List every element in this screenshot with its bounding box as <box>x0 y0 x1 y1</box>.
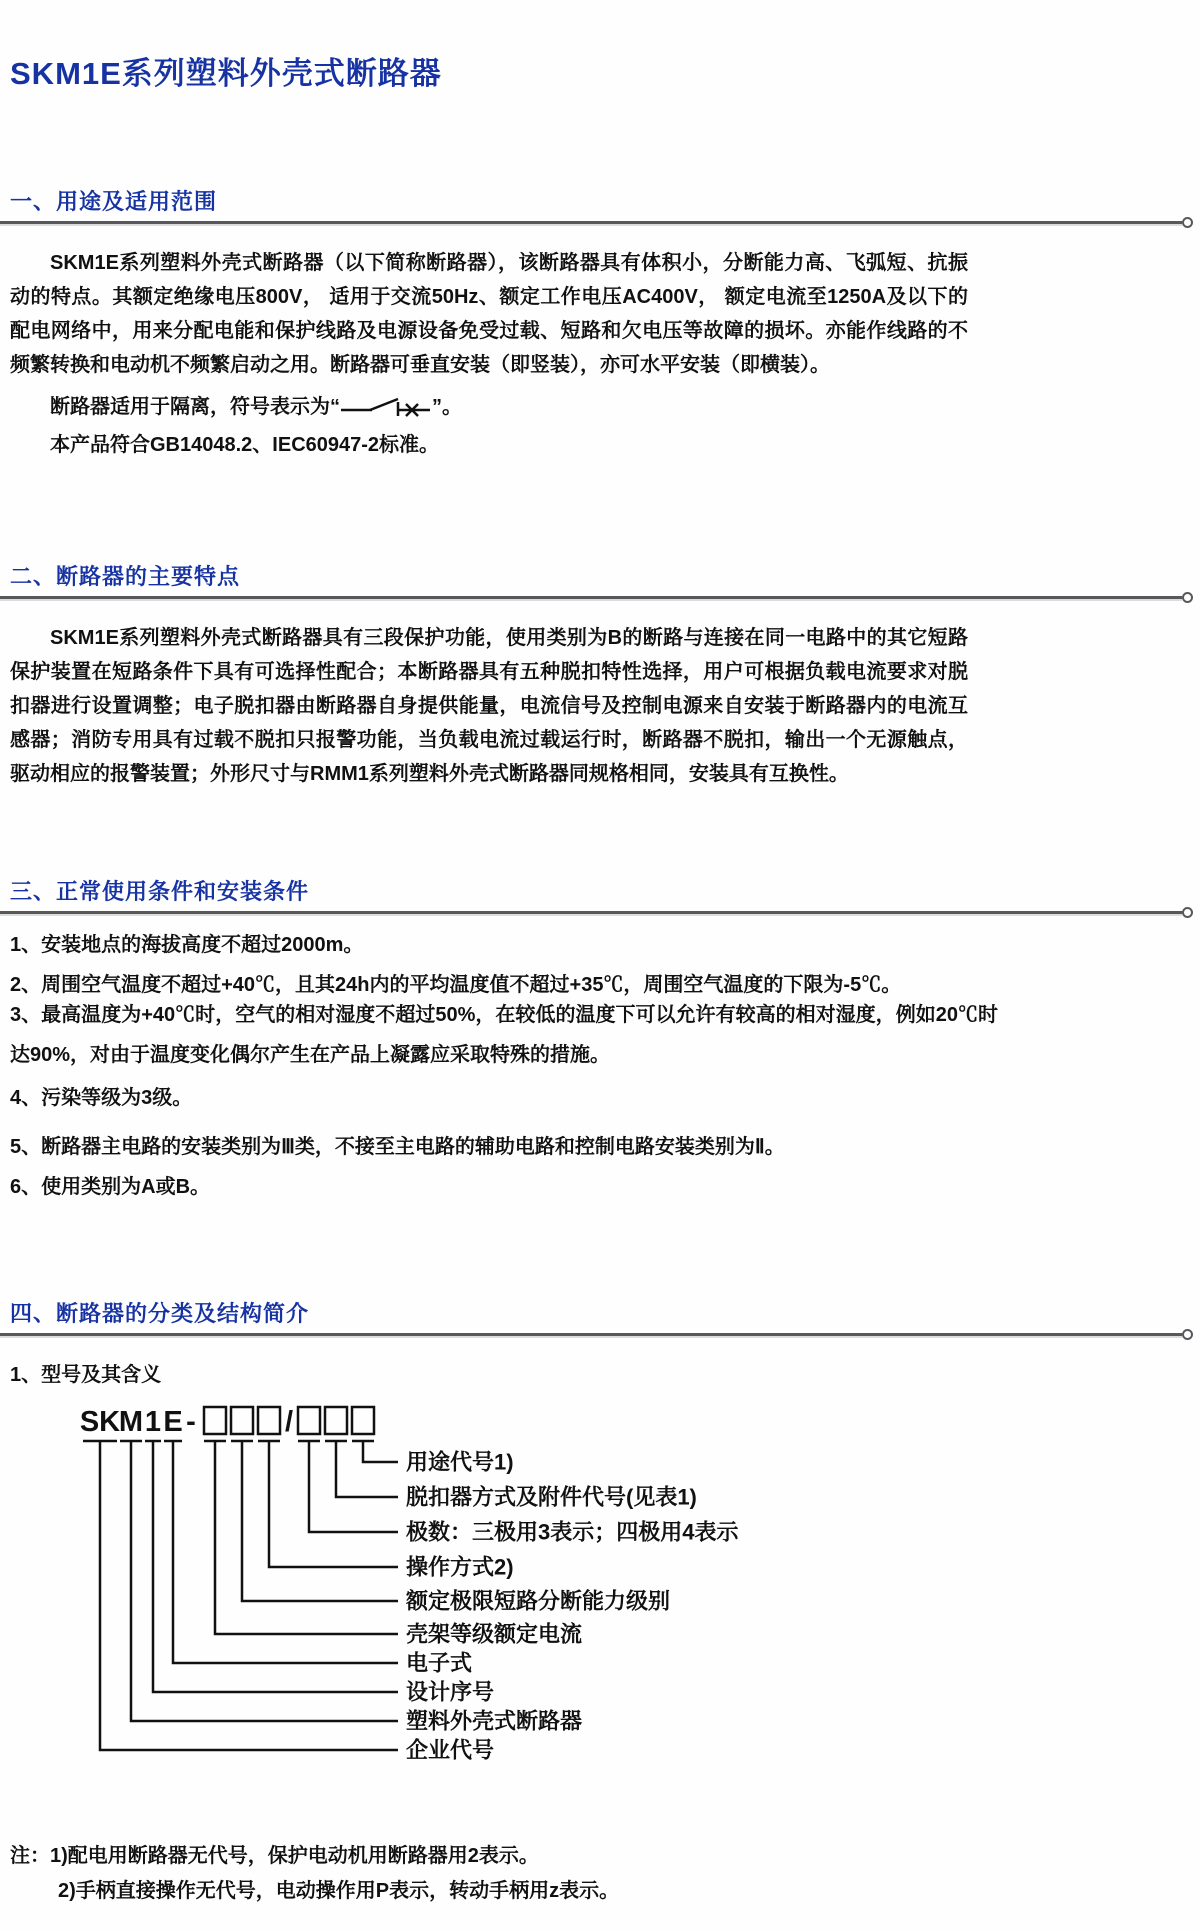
model-label-release-mode: 脱扣器方式及附件代号(见表1) <box>406 1484 697 1510</box>
model-meaning-subheading: 1、型号及其含义 <box>10 1364 162 1386</box>
condition-item-2: 2、周围空气温度不超过+40℃，且其24h内的平均温度值不超过+35℃，周围空气温度的下限为-5℃。 <box>10 974 902 996</box>
model-connector-lines <box>100 1441 398 1750</box>
section-1-heading: 一、用途及适用范围 <box>10 189 218 214</box>
model-label-frame-current: 壳架等级额定电流 <box>406 1621 583 1647</box>
model-part-e: E <box>163 1406 183 1438</box>
condition-item-5: 5、断路器主电路的安装类别为Ⅲ类，不接至主电路的辅助电路和控制电路安装类别为Ⅱ。 <box>10 1136 785 1158</box>
connector-poles <box>309 1441 398 1532</box>
connector-release-mode <box>336 1441 398 1497</box>
condition-item-4: 4、污染等级为3级。 <box>10 1087 193 1109</box>
model-designation-diagram <box>0 1395 1200 1775</box>
model-label-design-serial: 设计序号 <box>406 1679 495 1705</box>
section-4-divider <box>0 1333 1182 1336</box>
model-label-breaking-capacity: 额定极限短路分断能力级别 <box>406 1588 671 1614</box>
connector-usage-code <box>363 1441 398 1462</box>
section-3-divider <box>0 911 1182 914</box>
standards-line: 本产品符合GB14048.2、IEC60947-2标准。 <box>50 434 440 456</box>
section-1-paragraph: SKM1E系列塑料外壳式断路器（以下简称断路器），该断路器具有体积小，分断能力高、飞弧短、抗振动的特点。其额定绝缘电压800V， 适用于交流50Hz、额定工作电压AC400V， 额定电流至1250A及以下的配电网络中，用来分配电能和保护线路及电源设备免受过载、短路和欠电压等故障的损坏。亦能作线路的不频繁转换和电动机不频繁启动之用。断路器可垂直安装（即竖装），亦可水平安装（即横装）。 <box>10 252 968 376</box>
footnote-2: 2)手柄直接操作无代号，电动操作用P表示，转动手柄用z表示。 <box>58 1880 620 1902</box>
model-label-poles: 极数：三极用3表示；四极用4表示 <box>406 1519 739 1545</box>
section-2-divider <box>0 596 1182 599</box>
model-box-1 <box>204 1407 226 1434</box>
isolation-text-suffix: ”。 <box>432 396 462 418</box>
section-2-paragraph: SKM1E系列塑料外壳式断路器具有三段保护功能，使用类别为B的断路与连接在同一电路中的其它短路保护装置在短路条件下具有可选择性配合；本断路器具有五种脱扣特性选择，用户可根据负载电流要求对脱扣器进行设置调整；电子脱扣器由断路器自身提供能量，电流信号及控制电源来自安装于断路器内的电流互感器；消防专用具有过载不脱扣只报警功能，当负载电流过载运行时，断路器不脱扣，输出一个无源触点，驱动相应的报警装置；外形尺寸与RMM1系列塑料外壳式断路器同规格相同，安装具有互换性。 <box>10 627 968 785</box>
model-part-m: M <box>118 1406 144 1438</box>
model-hyphen: - <box>186 1406 196 1438</box>
model-label-electronic: 电子式 <box>406 1650 473 1676</box>
connector-breaking-capacity <box>242 1441 398 1601</box>
model-part-sk: SK <box>79 1406 121 1438</box>
page-title: SKM1E系列塑料外壳式断路器 <box>10 56 442 91</box>
model-labels <box>405 1450 739 1763</box>
model-label-company-code: 企业代号 <box>406 1737 495 1763</box>
model-label-usage-code: 用途代号1) <box>406 1449 514 1475</box>
isolation-line <box>10 390 968 424</box>
model-label-operation-mode: 操作方式2) <box>406 1554 514 1580</box>
isolation-switch-symbol <box>340 392 432 420</box>
model-slash: / <box>284 1406 294 1438</box>
model-part-1: 1 <box>144 1406 162 1438</box>
section-1-divider <box>0 221 1182 224</box>
connector-mccb <box>131 1441 398 1721</box>
model-box-3 <box>258 1407 280 1434</box>
model-box-4 <box>298 1407 320 1434</box>
model-box-5 <box>325 1407 347 1434</box>
footnote-1: 注：1)配电用断路器无代号，保护电动机用断路器用2表示。 <box>10 1845 539 1867</box>
model-box-2 <box>231 1407 253 1434</box>
condition-item-1: 1、安装地点的海拔高度不超过2000m。 <box>10 934 364 956</box>
condition-item-3: 3、最高温度为+40℃时，空气的相对湿度不超过50%，在较低的温度下可以允许有较高的相对湿度，例如20℃时达90%，对由于温度变化偶尔产生在产品上凝露应采取特殊的措施。 <box>10 1004 998 1066</box>
model-label-mccb: 塑料外壳式断路器 <box>406 1708 583 1734</box>
model-box-6 <box>352 1407 374 1434</box>
condition-item-6: 6、使用类别为A或B。 <box>10 1176 211 1198</box>
connector-company-code <box>100 1441 398 1750</box>
section-2-heading: 二、断路器的主要特点 <box>10 564 241 589</box>
section-4-heading: 四、断路器的分类及结构简介 <box>10 1301 310 1326</box>
connector-electronic <box>173 1441 398 1663</box>
section-3-heading: 三、正常使用条件和安装条件 <box>10 879 310 904</box>
isolation-text-prefix: 断路器适用于隔离，符号表示为“ <box>50 396 340 418</box>
connector-operation-mode <box>269 1441 398 1567</box>
